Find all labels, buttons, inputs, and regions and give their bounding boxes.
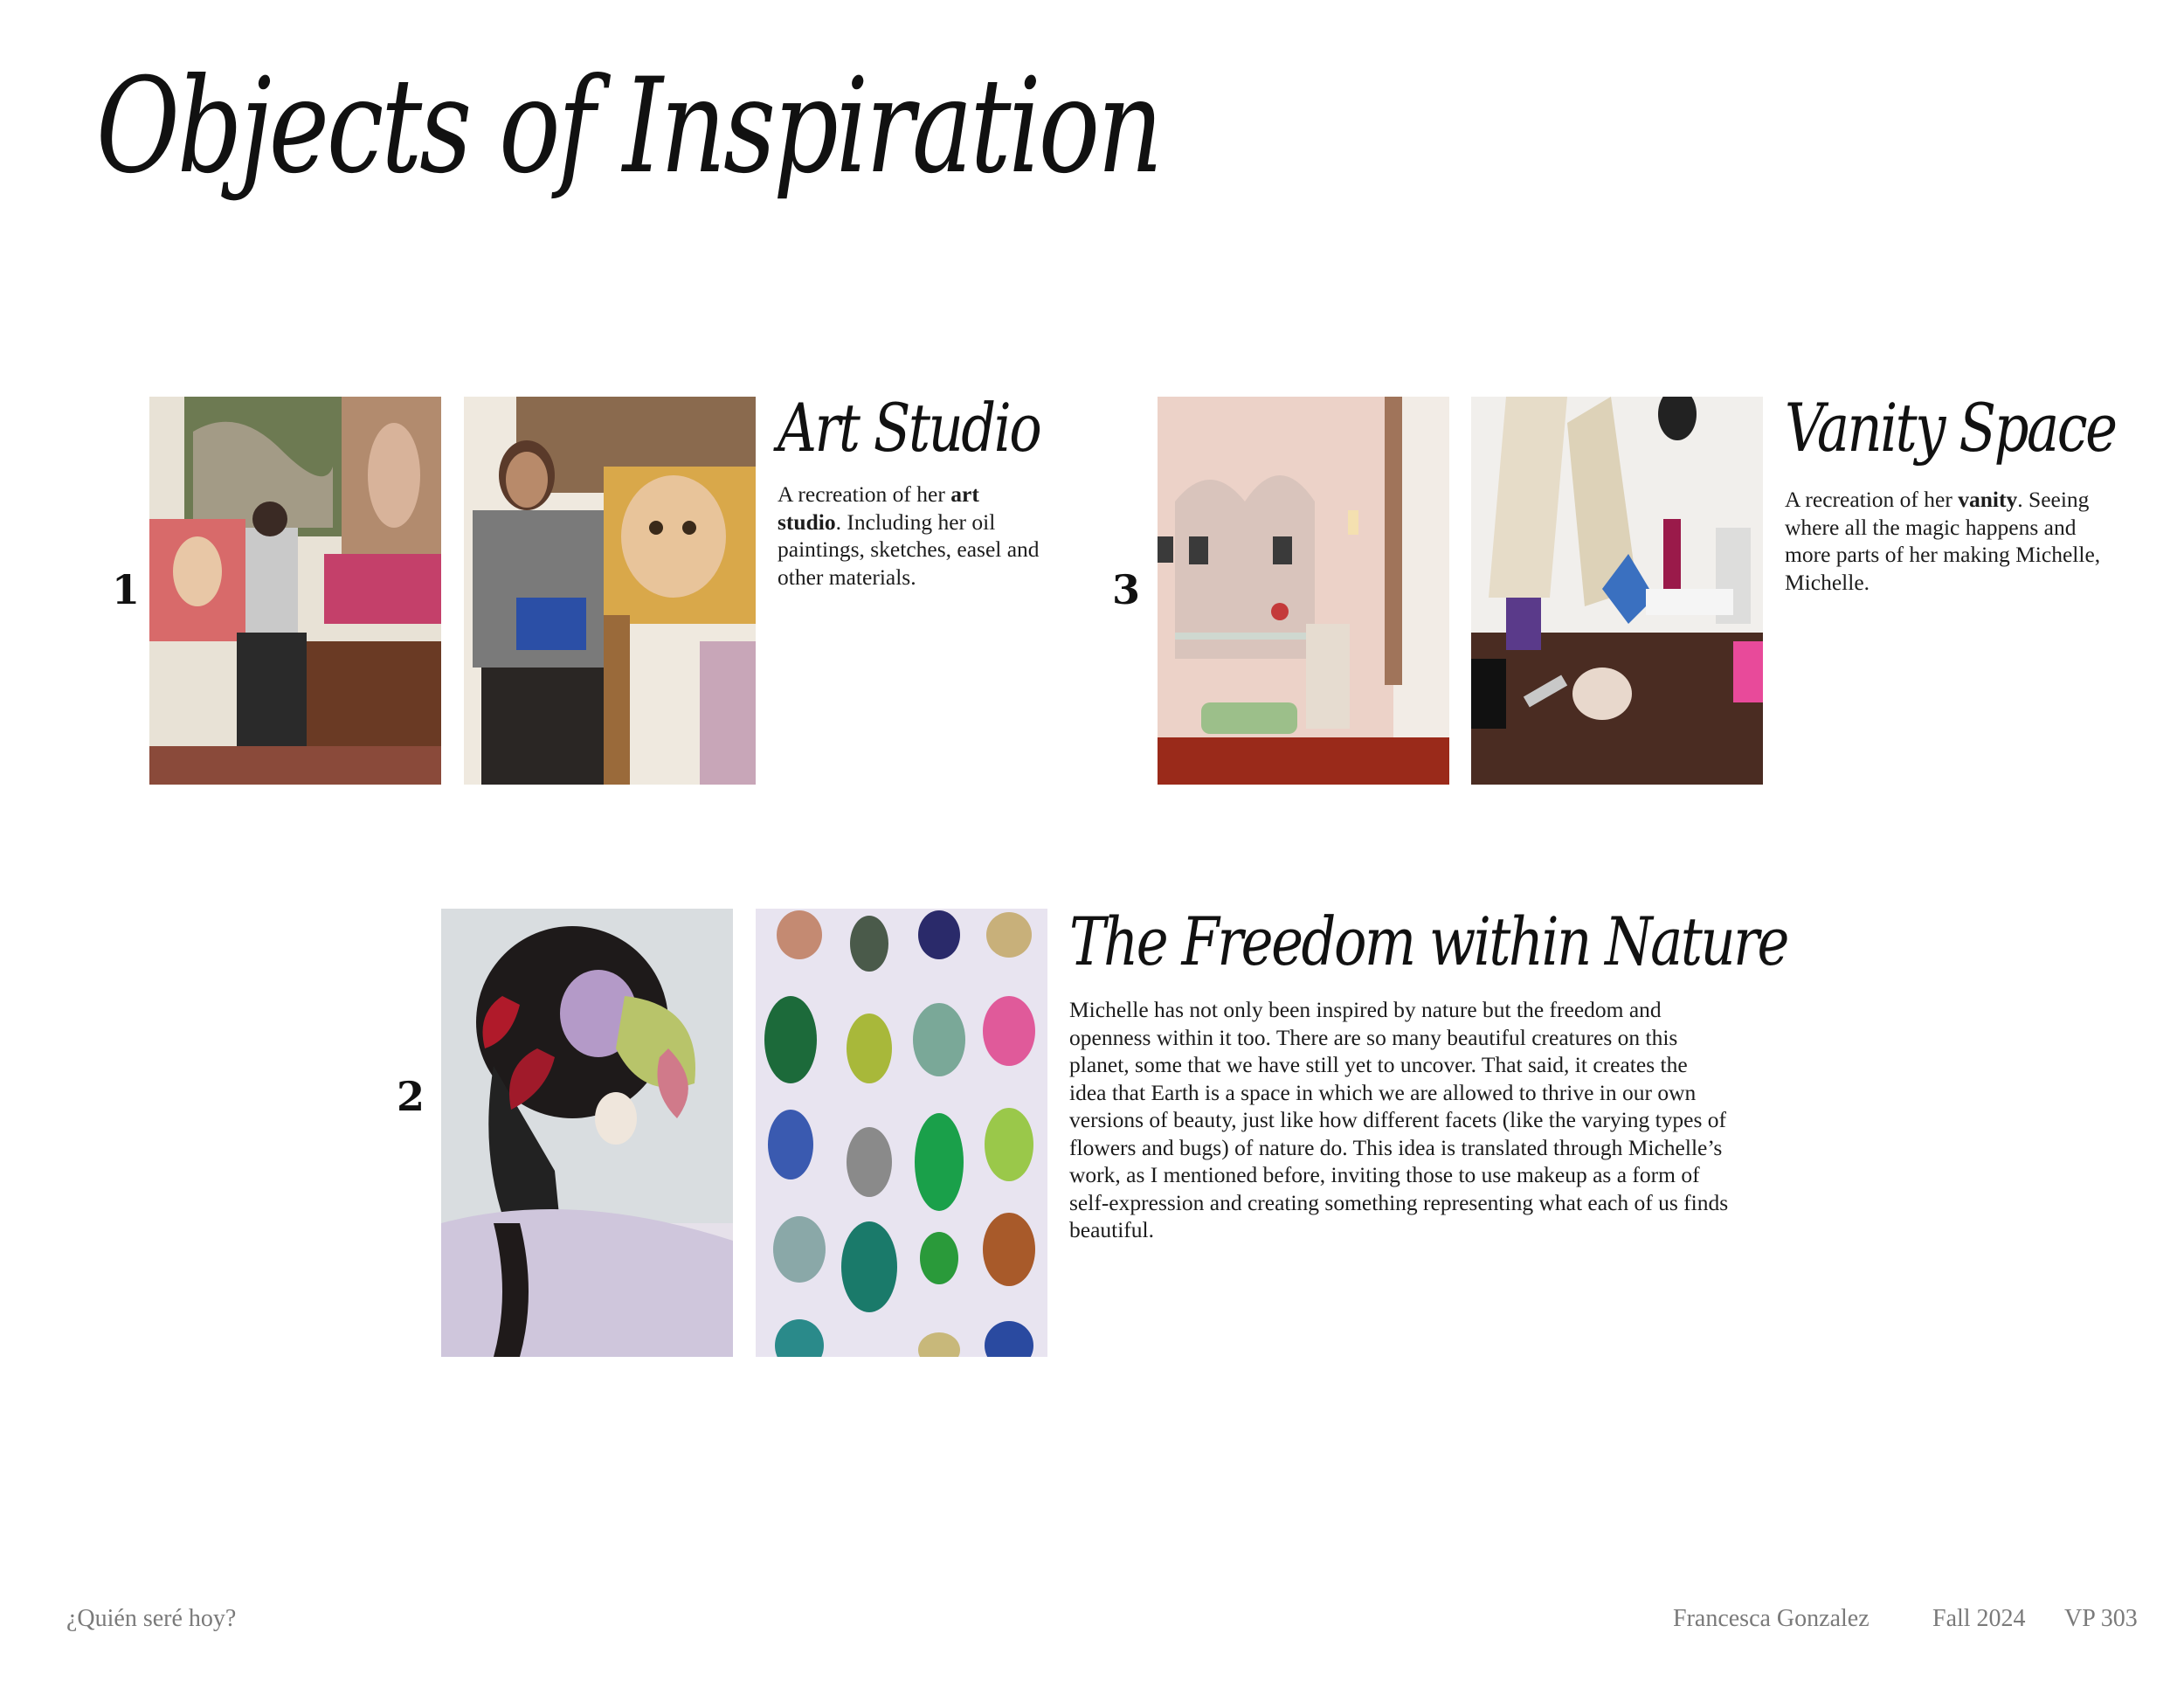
nature-photo-beetles xyxy=(756,909,1047,1357)
art-studio-description: A recreation of her art studio. Including her oil paintings, sketches, easel and other materials. xyxy=(778,481,1040,590)
page-title: Objects of Inspiration xyxy=(96,51,1161,203)
section-number-1: 1 xyxy=(112,566,141,613)
vanity-title: Vanity Space xyxy=(1785,389,2116,467)
nature-title: The Freedom within Nature xyxy=(1069,903,1787,980)
art-studio-photo-2 xyxy=(464,397,756,785)
art-studio-title: Art Studio xyxy=(778,389,1040,467)
section-number-2: 2 xyxy=(397,1073,425,1120)
footer-project-title: ¿Quién seré hoy? xyxy=(66,1605,237,1632)
footer-term: Fall 2024 xyxy=(1932,1605,2026,1632)
vanity-description: A recreation of her vanity. Seeing where all the magic happens and more parts of her making Michelle, Michelle. xyxy=(1785,487,2101,595)
footer-author: Francesca Gonzalez xyxy=(1673,1605,1870,1632)
vanity-photo-1 xyxy=(1158,397,1449,785)
section-number-3: 3 xyxy=(1112,566,1141,613)
art-studio-photo-1 xyxy=(149,397,441,785)
vanity-photo-2 xyxy=(1471,397,1763,785)
nature-photo-flowers xyxy=(441,909,733,1357)
footer-course: VP 303 xyxy=(2064,1605,2138,1632)
nature-description: Michelle has not only been inspired by nature but the freedom and openness within it too. There are so many beautiful creatures on this planet, some that we have still yet to uncover. That said, it creates the idea that Earth is a space in which we are allowed to thrive in our own versions of beauty, just like how different facets (like the varying types of flowers and bugs) of nature do. This idea is translated through Michelle’s work, as I mentioned before, inviting those to use makeup as a form of self-expression and creating something representing what each of us finds beautiful. xyxy=(1069,997,1729,1242)
